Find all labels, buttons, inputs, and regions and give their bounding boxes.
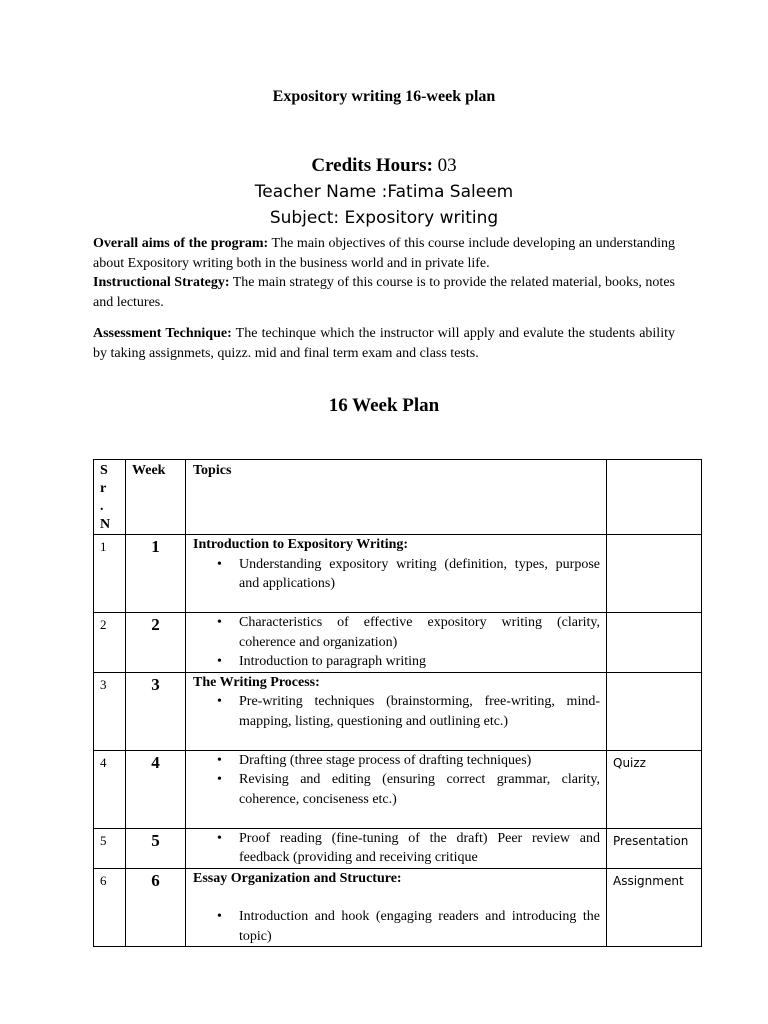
topic-bullet: • Drafting (three stage process of drafting techniques) <box>239 751 600 771</box>
aims-text: The main objectives of this course include developing an understanding about Expository writing both in the business world and in private life. <box>93 236 675 271</box>
assessment-label: Assessment Technique: <box>93 326 232 341</box>
row-topics <box>186 868 607 947</box>
topic-list <box>193 829 600 868</box>
plan-title: 16 Week Plan <box>328 395 440 416</box>
table-row <box>94 613 702 673</box>
strategy-text: The main strategy of this course is to provide the related material, books, notes and lectures. <box>93 275 675 310</box>
topic-bullet: • Revising and editing (ensuring correct grammar, clarity, coherence, conciseness etc.) <box>239 770 600 809</box>
header-notes <box>607 460 702 535</box>
row-sr: 5 <box>94 828 126 868</box>
topic-list <box>193 555 600 594</box>
topic-bullet: • Pre-writing techniques (brainstorming, free-writing, mind-mapping, listing, questioning and outlining etc.) <box>239 692 600 731</box>
row-topics <box>186 613 607 673</box>
table-row <box>94 672 702 750</box>
row-sr: 4 <box>94 750 126 828</box>
row-heading: The Writing Process: <box>193 674 320 690</box>
header-week: Week <box>126 460 186 535</box>
row-note <box>607 613 702 673</box>
table-row <box>94 828 702 868</box>
row-week: 2 <box>126 613 186 673</box>
credits-label: Credits Hours: <box>311 155 433 176</box>
row-week: 3 <box>126 672 186 750</box>
row-week: 6 <box>126 868 186 947</box>
row-note <box>607 535 702 613</box>
row-topics <box>186 828 607 868</box>
credits-value: 03 <box>432 155 457 176</box>
assessment-text: The techinque which the instructor will apply and evalute the students ability by taking assignmets, quizz. mid and final term exam and class tests. <box>93 326 675 361</box>
document-title: Expository writing 16-week plan <box>272 88 496 105</box>
row-topics <box>186 750 607 828</box>
row-topics <box>186 672 607 750</box>
credits-hours <box>0 155 768 177</box>
strategy-paragraph <box>93 273 675 312</box>
table-row <box>94 750 702 828</box>
row-note: Presentation <box>607 828 702 868</box>
row-note: Assignment <box>607 868 702 947</box>
row-week: 5 <box>126 828 186 868</box>
row-sr: 2 <box>94 613 126 673</box>
topic-bullet: • Introduction and hook (engaging readers and introducing the topic) <box>239 907 600 946</box>
strategy-label: Instructional Strategy: <box>93 275 230 290</box>
topic-list <box>193 907 600 946</box>
subject-line: Subject: Expository writing <box>269 208 499 228</box>
row-heading: Essay Organization and Structure: <box>193 870 402 886</box>
row-week: 1 <box>126 535 186 613</box>
topic-bullet: • Understanding expository writing (definition, types, purpose and applications) <box>239 555 600 594</box>
row-topics <box>186 535 607 613</box>
topic-bullet: • Introduction to paragraph writing <box>239 652 600 672</box>
aims-paragraph <box>93 234 675 273</box>
topic-list <box>193 613 600 672</box>
row-sr: 3 <box>94 672 126 750</box>
topic-list <box>193 692 600 731</box>
table-row <box>94 868 702 947</box>
teacher-name: Teacher Name :Fatima Saleem <box>254 182 514 202</box>
topic-bullet: • Characteristics of effective expository writing (clarity, coherence and organization) <box>239 613 600 652</box>
table-header-row <box>94 460 702 535</box>
table-row <box>94 535 702 613</box>
row-sr: 6 <box>94 868 126 947</box>
topic-bullet: • Proof reading (fine-tuning of the draft) Peer review and feedback (providing and receiving critique <box>239 829 600 868</box>
aims-label: Overall aims of the program: <box>93 236 269 251</box>
row-note <box>607 672 702 750</box>
assessment-paragraph <box>93 324 675 363</box>
row-week: 4 <box>126 750 186 828</box>
header-sr-text: Sr . N <box>100 463 111 532</box>
row-sr: 1 <box>94 535 126 613</box>
header-topics: Topics <box>186 460 607 535</box>
row-note: Quizz <box>607 750 702 828</box>
row-heading: Introduction to Expository Writing: <box>193 537 409 552</box>
header-sr <box>94 460 126 535</box>
week-plan-table <box>93 459 702 947</box>
topic-list <box>193 751 600 810</box>
